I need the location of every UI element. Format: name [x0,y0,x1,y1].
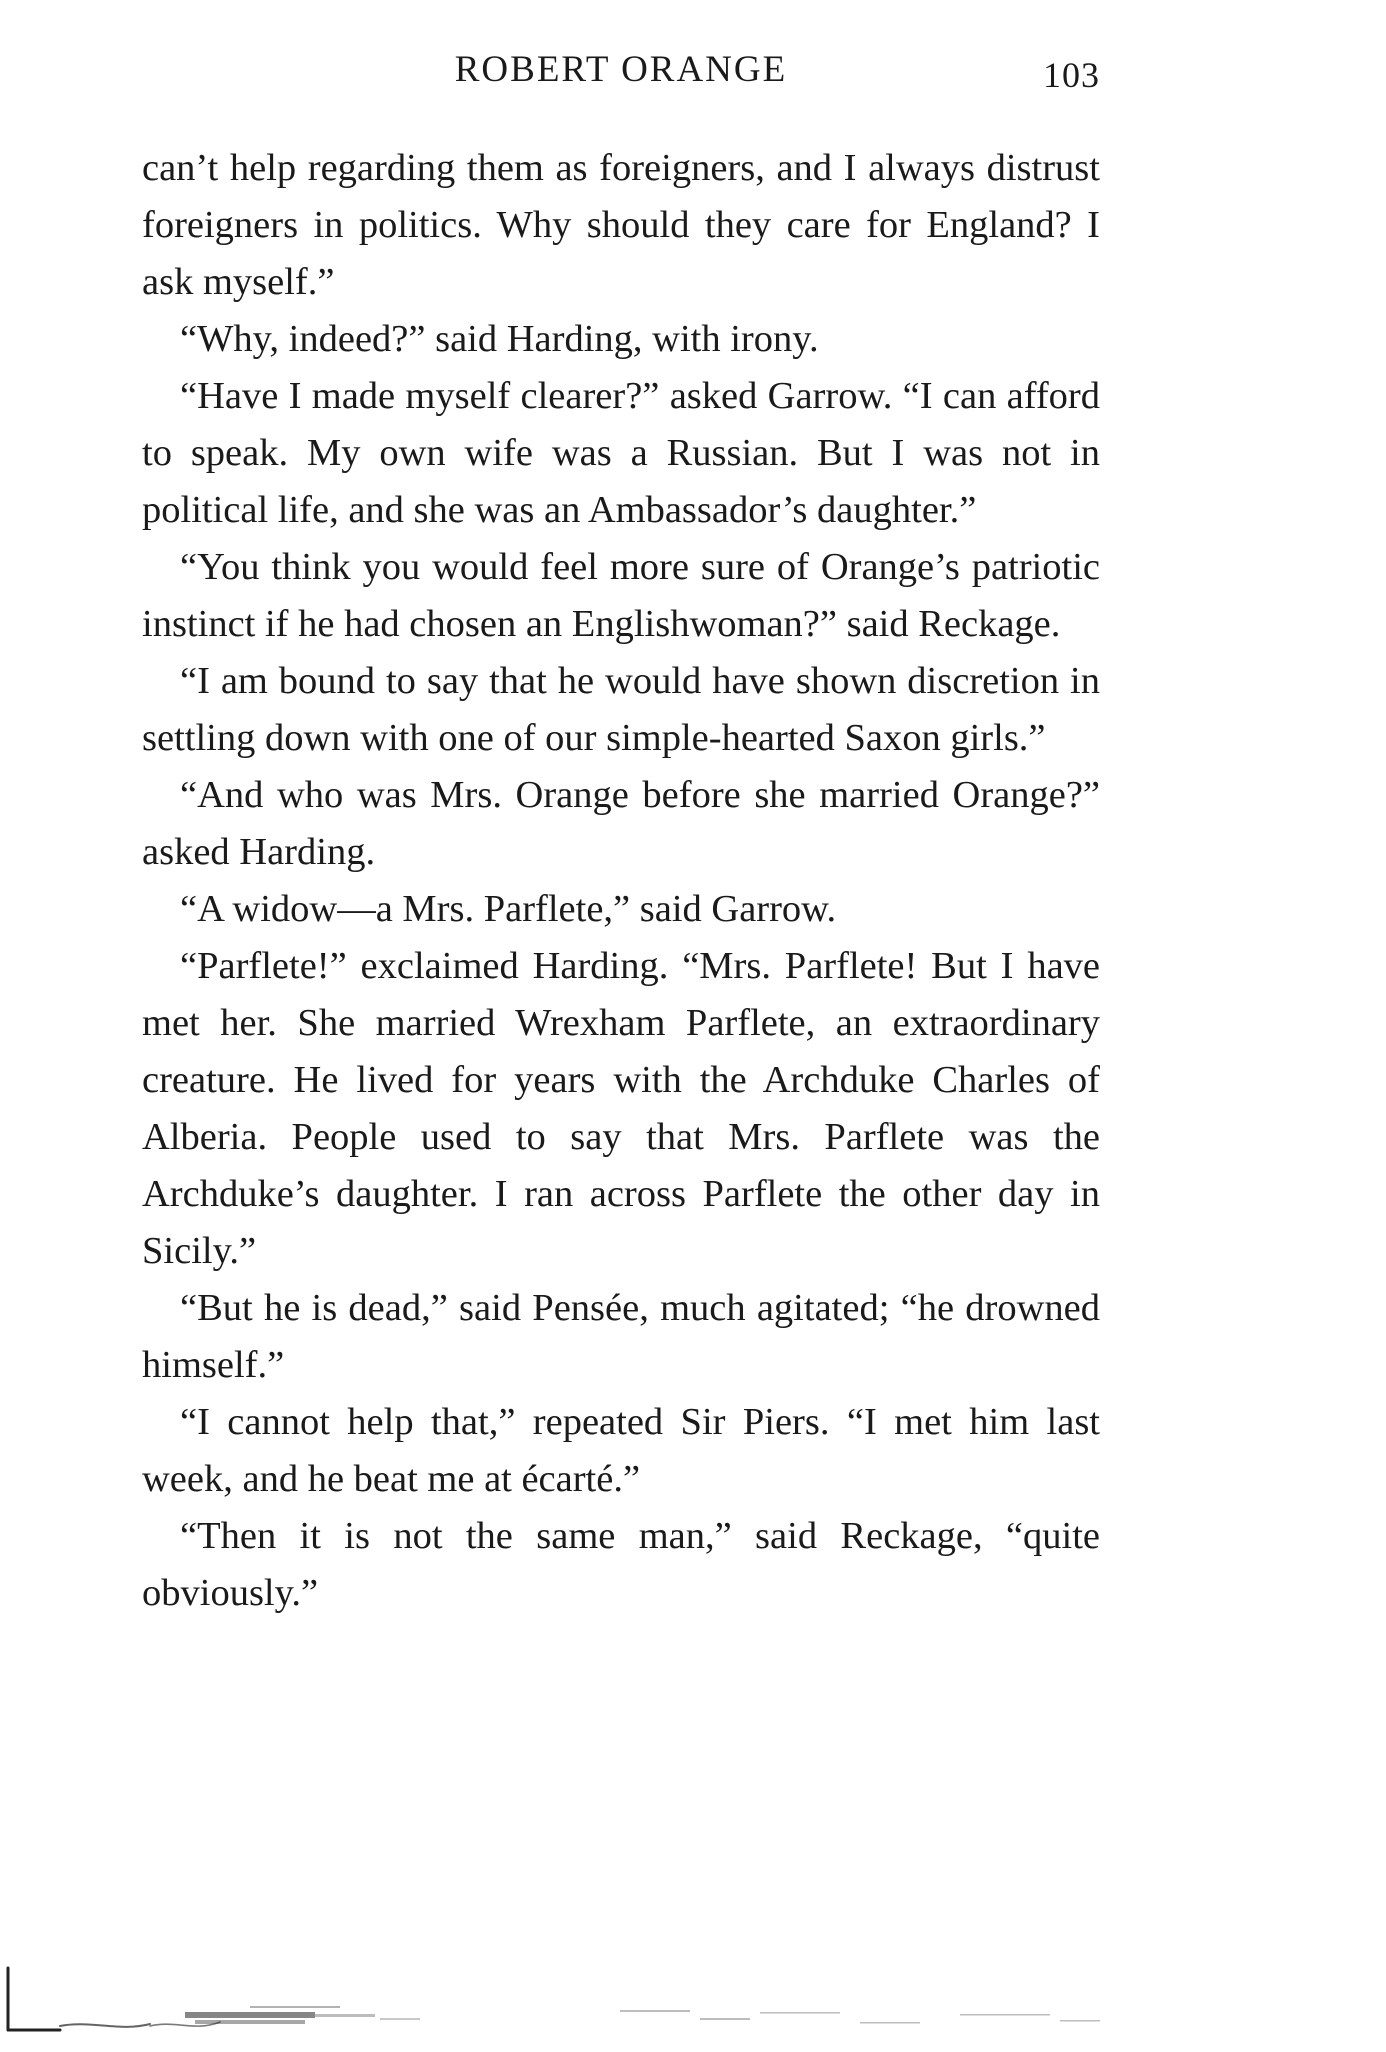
paragraph: “And who was Mrs. Orange before she married Orange?” asked Harding. [142,774,1100,873]
paragraph: “Then it is not the same man,” said Reckage, “quite obviously.” [142,1515,1100,1614]
body-text [142,140,1100,1622]
scan-artifact-marks [0,1940,1386,2052]
paragraph: “You think you would feel more sure of Orange’s patriotic instinct if he had chosen an Englishwoman?” said Reckage. [142,546,1100,645]
page-number: 103 [1043,55,1100,95]
running-head [142,48,1100,108]
paragraph: “Why, indeed?” said Harding, with irony. [180,318,819,360]
paragraph: “I am bound to say that he would have shown discretion in settling down with one of our simple-hearted Saxon girls.” [142,660,1100,759]
running-title: ROBERT ORANGE [454,49,788,90]
paragraph: “Parflete!” exclaimed Harding. “Mrs. Parflete! But I have met her. She married Wrexham Parflete, an extraordinary creature. He lived for years with the Archduke Charles of Alberia. People used to say that Mrs. Parflete was the Archduke’s daughter. I ran across Parflete the other day in Sicily.” [142,945,1100,1272]
paragraph: can’t help regarding them as foreigners, and I always distrust foreigners in politics. Why should they care for England? I ask myself.” [142,147,1100,303]
paragraph: “I cannot help that,” repeated Sir Piers. “I met him last week, and he beat me at écarté.” [142,1401,1100,1500]
paragraph: “A widow—a Mrs. Parflete,” said Garrow. [180,888,837,930]
paragraph: “Have I made myself clearer?” asked Garrow. “I can afford to speak. My own wife was a Russian. But I was not in political life, and she was an Ambassador’s daughter.” [142,375,1100,531]
paragraph: “But he is dead,” said Pensée, much agitated; “he drowned himself.” [142,1287,1100,1386]
